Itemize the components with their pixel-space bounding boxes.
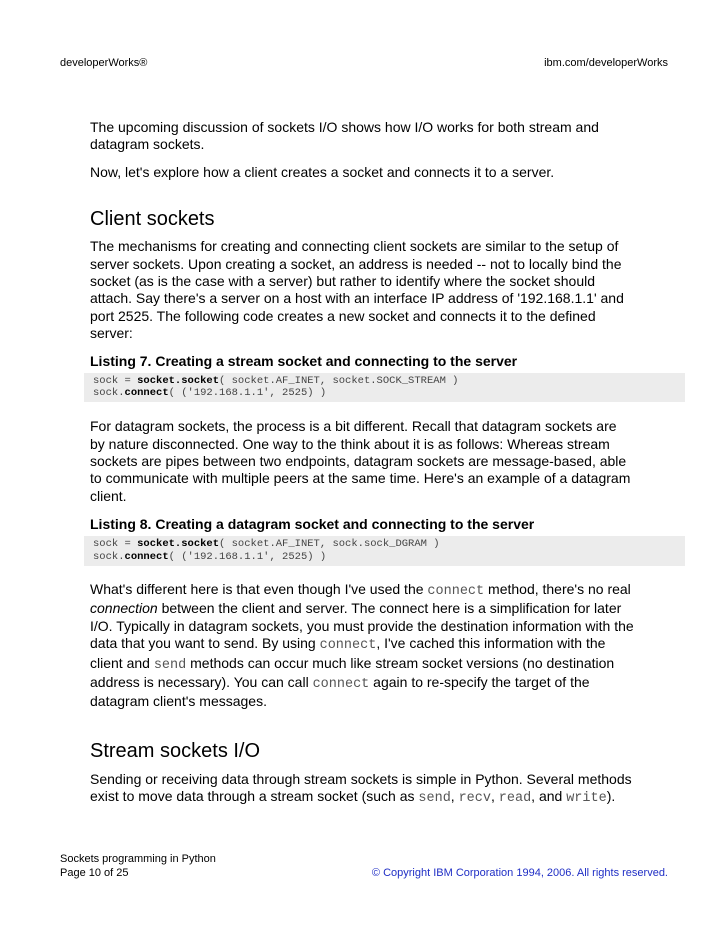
header-site-url: ibm.com/developerWorks (544, 57, 668, 69)
text: , (490, 788, 499, 805)
paragraph-explore: Now, let's explore how a client creates a socket and connects it to a server. (90, 163, 555, 180)
listing-8-code (84, 536, 685, 566)
code-text: ( ('192.168.1.1', 2525) ) (168, 551, 327, 564)
code-text: sock. (93, 387, 125, 400)
paragraph-intro: The upcoming discussion of sockets I/O shows how I/O works for both stream and datagram sockets. (90, 119, 599, 153)
paragraph-client-sockets: The mechanisms for creating and connecting client sockets are similar to the setup of server sockets. Upon creating a socket, an address is needed -- not to locally bind the socket (as is the case with a server) but rather to identify where the socket should attach. Say there's a server on a host with an interface IP address of '192.168.1.1' and port 2525. The following code creates a new socket and connects it to the defined server: (90, 238, 624, 342)
text: What's different here is that even though I've used the (90, 580, 428, 597)
code-recv: recv (458, 791, 491, 807)
code-connect: connect (312, 676, 370, 692)
footer-page-number: Page 10 of 25 (60, 867, 129, 879)
text: Sending or receiving data through stream sockets is simple in Python. Several methods exist to move data through a stream socket (such as (90, 770, 632, 805)
paragraph-datagram: For datagram sockets, the process is a bit different. Recall that datagram sockets are by nature disconnected. One way to the think about it is as follows: Whereas stream sockets are pipes between two endpoints, datagram sockets are message-based, able to communicate with multiple peers at the same time. Here's an example of a datagram client. (90, 418, 631, 504)
code-text: ( ('192.168.1.1', 2525) ) (168, 387, 327, 400)
footer-title: Sockets programming in Python (60, 853, 216, 865)
code-keyword: socket.socket (137, 374, 220, 387)
paragraph-connect-explained (90, 581, 635, 711)
code-send: send (418, 791, 451, 807)
code-text: sock. (93, 551, 125, 564)
text: , I've cached this information with the client and (90, 635, 606, 671)
code-keyword: connect (124, 551, 169, 564)
text: , and (531, 788, 567, 805)
text: method, there's no real (484, 580, 631, 597)
code-keyword: socket.socket (137, 538, 220, 551)
listing-8-title: Listing 8. Creating a datagram socket and connecting to the server (90, 516, 535, 533)
paragraph-stream-io (90, 771, 635, 808)
heading-stream-sockets-io: Stream sockets I/O (90, 739, 261, 762)
text: again to re-specify the target of the datagram client's messages. (90, 673, 590, 710)
code-send: send (153, 657, 187, 673)
code-keyword: connect (124, 387, 169, 400)
text: between the client and server. The connect here is a simplification for later I/O. Typically in datagram sockets, you must provide the destination information with the data that you want to send. By using (90, 600, 634, 652)
footer-copyright-link[interactable]: © Copyright IBM Corporation 1994, 2006. All rights reserved. (371, 867, 668, 879)
code-read: read (498, 791, 532, 807)
text: , (450, 788, 459, 805)
code-connect: connect (319, 638, 377, 654)
code-connect: connect (427, 583, 485, 599)
header-site-name: developerWorks® (60, 57, 148, 69)
text: methods can occur much like stream socket versions (no destination address is necessary). You can call (90, 654, 615, 690)
code-text: sock = (93, 538, 138, 551)
code-text: ( socket.AF_INET, sock.sock_DGRAM ) (219, 538, 440, 551)
footer-info (60, 852, 216, 880)
code-text: ( socket.AF_INET, socket.SOCK_STREAM ) (219, 374, 459, 387)
listing-7-title: Listing 7. Creating a stream socket and connecting to the server (90, 352, 518, 369)
emphasis-connection: connection (90, 600, 158, 617)
article-body (90, 119, 635, 808)
text: ). (606, 788, 616, 805)
listing-7-code (84, 373, 685, 403)
code-text: sock = (93, 374, 138, 387)
heading-client-sockets: Client sockets (90, 208, 215, 231)
code-write: write (566, 791, 607, 807)
